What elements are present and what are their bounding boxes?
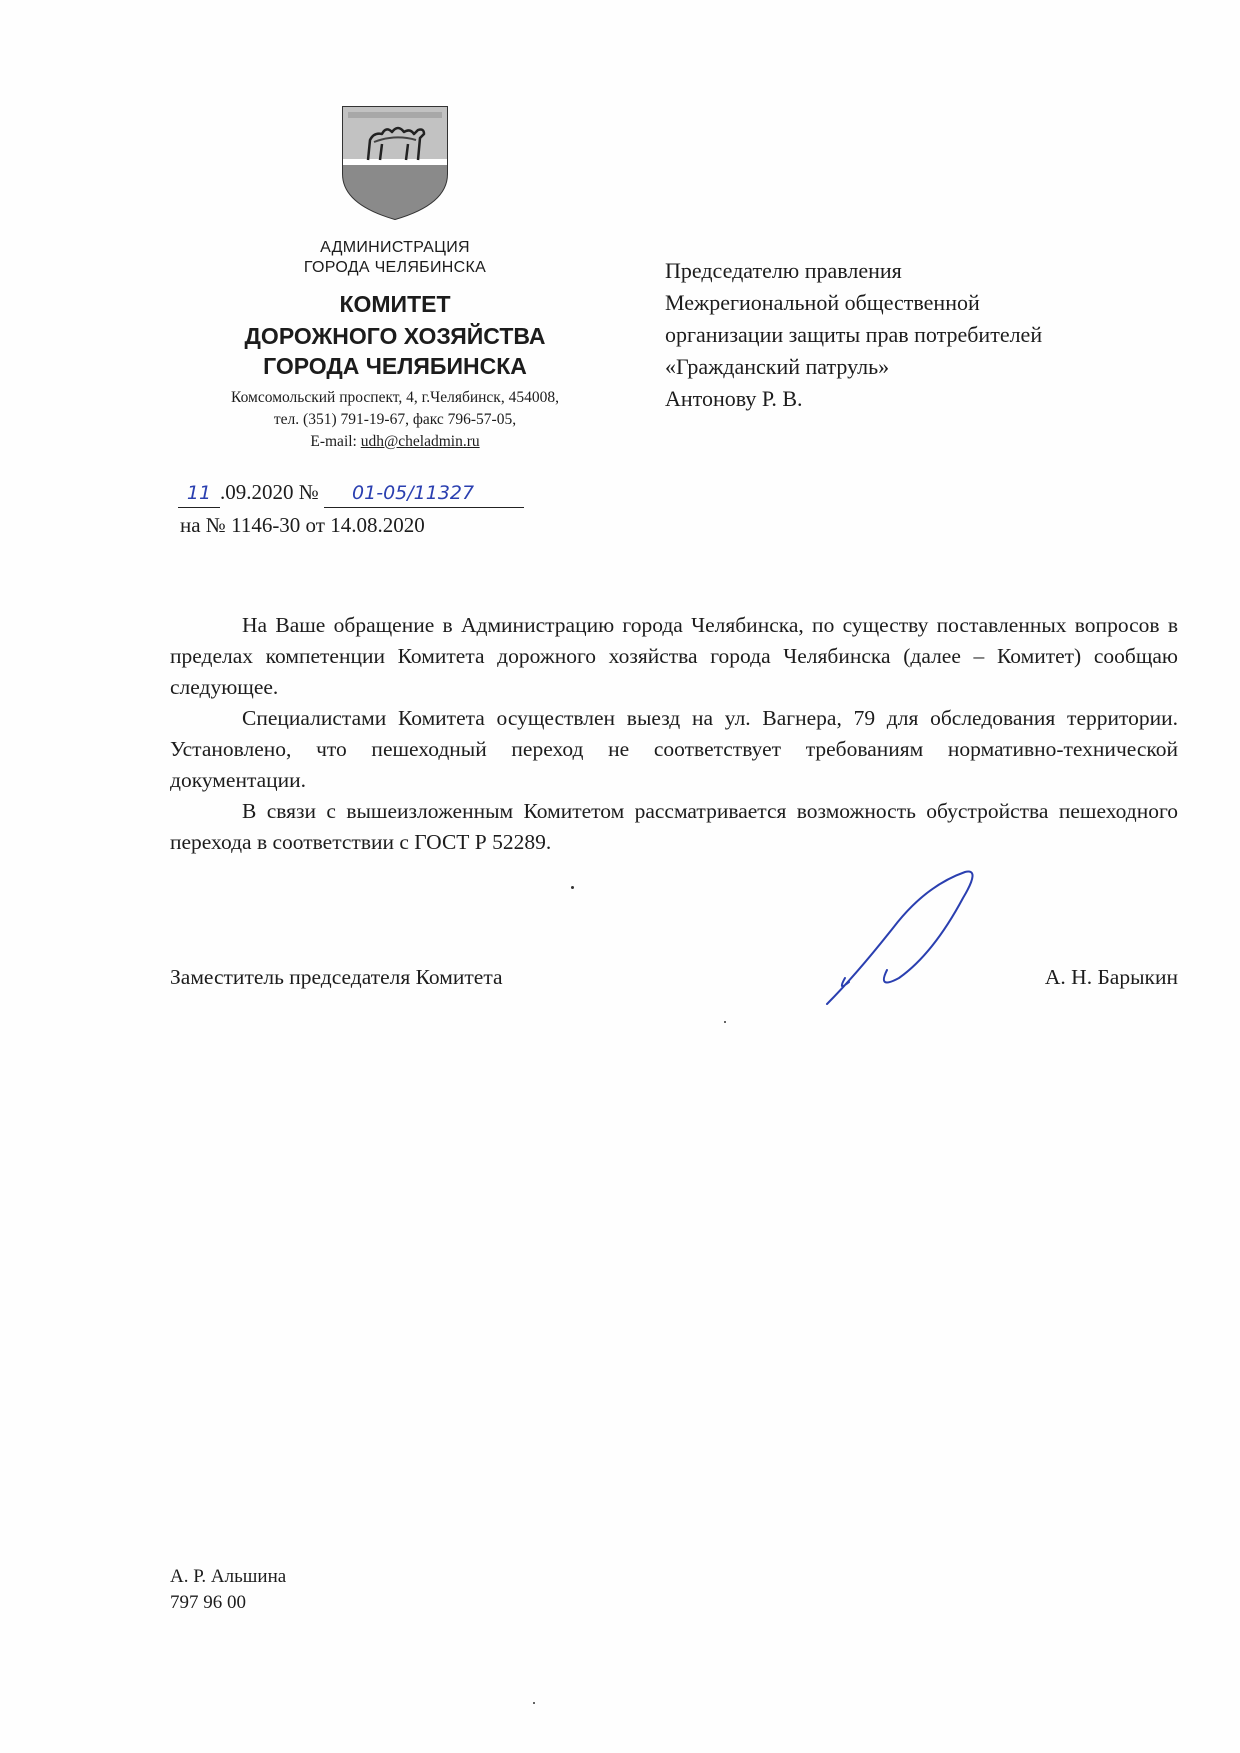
reply-reference: на № 1146-30 от 14.08.2020 <box>180 513 425 537</box>
body-paragraph-1 <box>170 610 1178 703</box>
body-paragraph-2 <box>170 703 1178 796</box>
committee-title: КОМИТЕТ <box>339 291 451 317</box>
executor-name: А. Р. Альшина <box>170 1566 287 1587</box>
addressee-line-5: Антонову Р. В. <box>665 386 803 411</box>
handwritten-signature <box>815 858 975 1008</box>
signatory-name: А. Н. Барыкин <box>1044 965 1178 989</box>
coat-of-arms-icon <box>340 104 450 222</box>
committee-address: Комсомольский проспект, 4, г.Челябинск, 454008, <box>231 389 559 406</box>
scan-speck <box>533 1702 535 1704</box>
signatory-title: Заместитель председателя Комитета <box>170 965 503 989</box>
registration-date: .09.2020 № <box>220 480 319 504</box>
addressee-line-4: «Гражданский патруль» <box>665 354 890 379</box>
email-link[interactable]: udh@cheladmin.ru <box>360 433 480 450</box>
email-label: E-mail: <box>310 433 361 450</box>
scan-speck <box>571 886 574 889</box>
addressee-line-1: Председателю правления <box>665 258 902 283</box>
registration-line <box>178 478 524 508</box>
paragraph-text: В связи с вышеизложенным Комитетом рассматривается возможность обустройства пешеходного перехода в соответствии с ГОСТ Р 52289. <box>170 799 1178 854</box>
administration-city: ГОРОДА ЧЕЛЯБИНСКА <box>303 259 487 276</box>
addressee-line-2: Межрегиональной общественной <box>665 290 980 315</box>
administration-name: АДМИНИСТРАЦИЯ <box>320 239 470 256</box>
scan-speck <box>724 1021 726 1023</box>
registration-number: 01-05/11327 <box>324 479 524 508</box>
committee-subtitle: ДОРОЖНОГО ХОЗЯЙСТВА <box>244 323 546 349</box>
paragraph-text: Специалистами Комитета осуществлен выезд на ул. Вагнера, 79 для обследования территории. Установлено, что пешеходный переход не соответствует требованиям нормативно-технической документации. <box>170 706 1178 792</box>
registration-day: 11 <box>178 479 220 508</box>
committee-city: ГОРОДА ЧЕЛЯБИНСКА <box>263 353 527 379</box>
committee-email <box>170 432 620 452</box>
addressee-line-3: организации защиты прав потребителей <box>665 322 1043 347</box>
body-paragraph-3 <box>170 796 1178 858</box>
paragraph-text: На Ваше обращение в Администрацию города Челябинска, по существу поставленных вопросов в пределах компетенции Комитета дорожного хозяйства города Челябинска (далее – Комитет) сообщаю следующее. <box>170 613 1178 699</box>
executor-phone: 797 96 00 <box>170 1592 246 1613</box>
committee-phone: тел. (351) 791-19-67, факс 796-57-05, <box>273 411 517 428</box>
